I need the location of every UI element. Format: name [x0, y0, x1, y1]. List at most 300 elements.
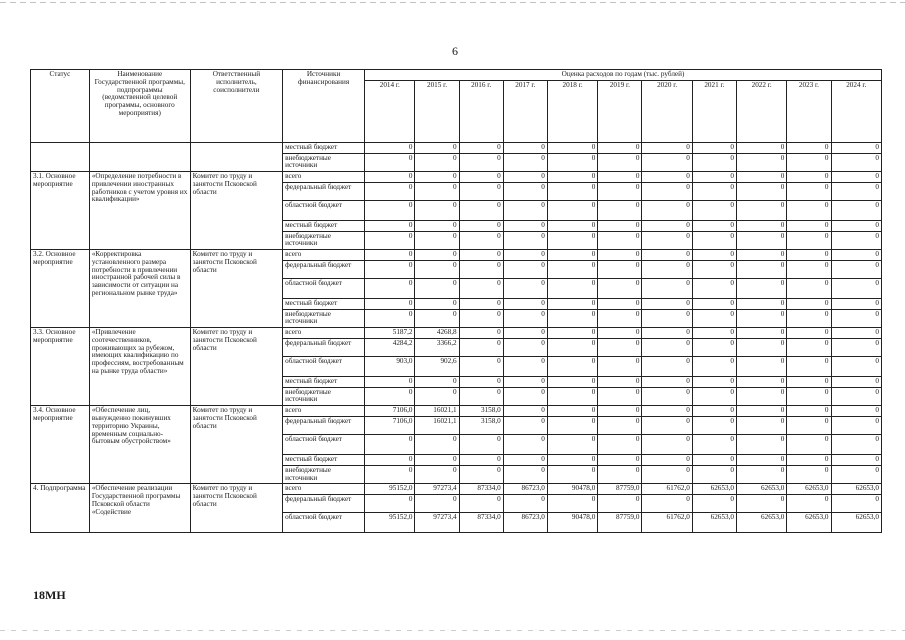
- amount-cell: 0: [831, 260, 882, 278]
- amount-cell: 0: [787, 278, 831, 298]
- amount-cell: 7106,0: [365, 417, 415, 435]
- amount-cell: 0: [459, 328, 503, 339]
- amount-cell: 0: [736, 231, 786, 250]
- amount-cell: 87759,0: [598, 513, 642, 533]
- amount-cell: 0: [736, 278, 786, 298]
- amount-cell: 0: [831, 250, 882, 261]
- amount-cell: 0: [598, 278, 642, 298]
- amount-cell: 0: [365, 495, 415, 513]
- amount-cell: 0: [736, 142, 786, 153]
- amount-cell: 0: [459, 298, 503, 309]
- amount-cell: 87334,0: [459, 513, 503, 533]
- amount-cell: 0: [365, 309, 415, 328]
- amount-cell: 0: [598, 172, 642, 183]
- row-name: «Определение потребности в привлечении иностранных работников с учетом уровня их квалификации»: [89, 172, 190, 250]
- amount-cell: 0: [736, 220, 786, 231]
- amount-cell: 0: [831, 182, 882, 200]
- amount-cell: 0: [459, 182, 503, 200]
- amount-cell: 0: [692, 153, 736, 172]
- amount-cell: 5187,2: [365, 328, 415, 339]
- amount-cell: 0: [831, 465, 882, 484]
- amount-cell: 0: [787, 309, 831, 328]
- amount-cell: 0: [831, 387, 882, 406]
- amount-cell: 0: [503, 298, 547, 309]
- amount-cell: 0: [692, 182, 736, 200]
- amount-cell: 87334,0: [459, 484, 503, 495]
- amount-cell: 0: [459, 465, 503, 484]
- amount-cell: 0: [642, 309, 692, 328]
- amount-cell: 0: [692, 338, 736, 356]
- amount-cell: 0: [547, 417, 597, 435]
- amount-cell: 0: [787, 200, 831, 220]
- row-status: 4. Подпрограмма: [31, 484, 90, 533]
- amount-cell: 0: [415, 435, 459, 455]
- amount-cell: 0: [642, 153, 692, 172]
- amount-cell: 0: [365, 387, 415, 406]
- amount-cell: 0: [831, 142, 882, 153]
- amount-cell: 0: [598, 142, 642, 153]
- amount-cell: 0: [503, 153, 547, 172]
- amount-cell: 62653,0: [736, 513, 786, 533]
- amount-cell: 7106,0: [365, 406, 415, 417]
- amount-cell: 0: [692, 356, 736, 376]
- amount-cell: 0: [598, 406, 642, 417]
- amount-cell: 0: [831, 417, 882, 435]
- amount-cell: 0: [365, 153, 415, 172]
- amount-cell: 0: [547, 309, 597, 328]
- funding-source: местный бюджет: [283, 455, 365, 466]
- amount-cell: 62653,0: [787, 484, 831, 495]
- amount-cell: 0: [642, 250, 692, 261]
- amount-cell: 0: [787, 465, 831, 484]
- header-estimate: Оценка расходов по годам (тыс. рублей): [365, 70, 882, 81]
- page-number: 6: [452, 44, 458, 58]
- amount-cell: 3158,0: [459, 406, 503, 417]
- amount-cell: 0: [642, 172, 692, 183]
- amount-cell: 62653,0: [736, 484, 786, 495]
- amount-cell: 0: [415, 309, 459, 328]
- year-header: 2016 г.: [459, 80, 503, 142]
- amount-cell: 0: [787, 231, 831, 250]
- amount-cell: 0: [736, 338, 786, 356]
- amount-cell: 0: [365, 220, 415, 231]
- amount-cell: 0: [503, 278, 547, 298]
- amount-cell: 0: [459, 278, 503, 298]
- funding-source: всего: [283, 484, 365, 495]
- amount-cell: 0: [503, 250, 547, 261]
- row-responsible: Комитет по труду и занятости Псковской области: [190, 406, 282, 484]
- amount-cell: 0: [787, 250, 831, 261]
- amount-cell: 0: [692, 435, 736, 455]
- amount-cell: 0: [692, 172, 736, 183]
- amount-cell: 0: [547, 200, 597, 220]
- year-header: 2020 г.: [642, 80, 692, 142]
- table-row: [31, 406, 882, 417]
- amount-cell: 0: [503, 220, 547, 231]
- amount-cell: 0: [736, 250, 786, 261]
- amount-cell: 0: [598, 153, 642, 172]
- amount-cell: 0: [415, 172, 459, 183]
- funding-source: областной бюджет: [283, 278, 365, 298]
- amount-cell: 0: [831, 495, 882, 513]
- header-sources: Источники финансирования: [283, 70, 365, 143]
- amount-cell: 0: [736, 200, 786, 220]
- funding-source: внебюджетные источники: [283, 387, 365, 406]
- amount-cell: 0: [547, 231, 597, 250]
- amount-cell: 62653,0: [831, 513, 882, 533]
- row-responsible: Комитет по труду и занятости Псковской области: [190, 172, 282, 250]
- amount-cell: 0: [642, 406, 692, 417]
- amount-cell: 0: [459, 172, 503, 183]
- amount-cell: 0: [598, 231, 642, 250]
- year-header: 2015 г.: [415, 80, 459, 142]
- table-row: [31, 142, 882, 153]
- table-row: [31, 484, 882, 495]
- amount-cell: 0: [642, 231, 692, 250]
- funding-source: всего: [283, 406, 365, 417]
- amount-cell: 902,6: [415, 356, 459, 376]
- amount-cell: 0: [736, 417, 786, 435]
- amount-cell: 0: [547, 406, 597, 417]
- amount-cell: 0: [598, 417, 642, 435]
- amount-cell: 0: [547, 455, 597, 466]
- amount-cell: 0: [787, 417, 831, 435]
- funding-source: внебюджетные источники: [283, 309, 365, 328]
- amount-cell: 0: [415, 260, 459, 278]
- amount-cell: 0: [736, 309, 786, 328]
- amount-cell: 0: [692, 376, 736, 387]
- amount-cell: 0: [415, 250, 459, 261]
- amount-cell: 0: [642, 338, 692, 356]
- amount-cell: 0: [459, 309, 503, 328]
- amount-cell: 0: [787, 260, 831, 278]
- row-status: 3.4. Основное мероприятие: [31, 406, 90, 484]
- amount-cell: 0: [787, 376, 831, 387]
- amount-cell: 0: [459, 260, 503, 278]
- amount-cell: 0: [787, 153, 831, 172]
- year-header: 2018 г.: [547, 80, 597, 142]
- amount-cell: 0: [415, 153, 459, 172]
- amount-cell: 0: [547, 153, 597, 172]
- amount-cell: 90478,0: [547, 513, 597, 533]
- amount-cell: 0: [365, 172, 415, 183]
- year-header: 2014 г.: [365, 80, 415, 142]
- amount-cell: 0: [692, 406, 736, 417]
- funding-source: внебюджетные источники: [283, 153, 365, 172]
- amount-cell: 0: [598, 356, 642, 376]
- year-header: 2021 г.: [692, 80, 736, 142]
- amount-cell: 0: [787, 495, 831, 513]
- amount-cell: 0: [598, 338, 642, 356]
- amount-cell: 0: [598, 309, 642, 328]
- amount-cell: 0: [459, 250, 503, 261]
- amount-cell: 0: [787, 172, 831, 183]
- amount-cell: 0: [503, 172, 547, 183]
- amount-cell: 0: [736, 153, 786, 172]
- amount-cell: 0: [415, 298, 459, 309]
- amount-cell: 0: [736, 182, 786, 200]
- row-name: «Обеспечение лиц, вынужденно покинувших территорию Украины, временным социально-бытовым обустройством»: [89, 406, 190, 484]
- funding-source: федеральный бюджет: [283, 182, 365, 200]
- amount-cell: 0: [547, 250, 597, 261]
- amount-cell: 0: [598, 455, 642, 466]
- amount-cell: 0: [547, 435, 597, 455]
- amount-cell: 62653,0: [692, 513, 736, 533]
- amount-cell: 0: [598, 465, 642, 484]
- amount-cell: 0: [692, 417, 736, 435]
- amount-cell: 16021,1: [415, 417, 459, 435]
- funding-source: федеральный бюджет: [283, 417, 365, 435]
- table-body: [31, 142, 882, 532]
- amount-cell: 3366,2: [415, 338, 459, 356]
- funding-source: местный бюджет: [283, 298, 365, 309]
- year-header: 2017 г.: [503, 80, 547, 142]
- funding-source: федеральный бюджет: [283, 338, 365, 356]
- funding-source: федеральный бюджет: [283, 260, 365, 278]
- row-status: [31, 142, 90, 171]
- amount-cell: 0: [692, 328, 736, 339]
- amount-cell: 0: [692, 455, 736, 466]
- amount-cell: 0: [736, 455, 786, 466]
- funding-source: областной бюджет: [283, 513, 365, 533]
- amount-cell: 0: [692, 278, 736, 298]
- amount-cell: 0: [503, 417, 547, 435]
- amount-cell: 0: [503, 356, 547, 376]
- amount-cell: 0: [415, 182, 459, 200]
- amount-cell: 0: [547, 495, 597, 513]
- amount-cell: 0: [415, 495, 459, 513]
- amount-cell: 0: [415, 465, 459, 484]
- amount-cell: 0: [365, 298, 415, 309]
- amount-cell: 0: [787, 142, 831, 153]
- amount-cell: 0: [365, 435, 415, 455]
- amount-cell: 0: [831, 328, 882, 339]
- amount-cell: 0: [642, 417, 692, 435]
- amount-cell: 61762,0: [642, 484, 692, 495]
- amount-cell: 0: [642, 328, 692, 339]
- amount-cell: 0: [831, 298, 882, 309]
- amount-cell: 0: [503, 260, 547, 278]
- amount-cell: 0: [787, 298, 831, 309]
- amount-cell: 0: [736, 376, 786, 387]
- amount-cell: 0: [642, 142, 692, 153]
- row-responsible: [190, 142, 282, 171]
- amount-cell: 0: [547, 298, 597, 309]
- amount-cell: 0: [459, 153, 503, 172]
- amount-cell: 62653,0: [692, 484, 736, 495]
- amount-cell: 0: [831, 455, 882, 466]
- amount-cell: 0: [787, 220, 831, 231]
- amount-cell: 0: [831, 278, 882, 298]
- amount-cell: 61762,0: [642, 513, 692, 533]
- row-responsible: Комитет по труду и занятости Псковской области: [190, 328, 282, 406]
- amount-cell: 0: [642, 387, 692, 406]
- funding-source: всего: [283, 250, 365, 261]
- amount-cell: 0: [831, 231, 882, 250]
- amount-cell: 903,0: [365, 356, 415, 376]
- amount-cell: 0: [787, 356, 831, 376]
- amount-cell: 0: [831, 309, 882, 328]
- amount-cell: 0: [415, 220, 459, 231]
- amount-cell: 0: [365, 142, 415, 153]
- amount-cell: 97273,4: [415, 484, 459, 495]
- amount-cell: 0: [503, 495, 547, 513]
- amount-cell: 0: [415, 231, 459, 250]
- amount-cell: 0: [503, 182, 547, 200]
- amount-cell: 0: [692, 231, 736, 250]
- amount-cell: 0: [459, 387, 503, 406]
- year-header: 2019 г.: [598, 80, 642, 142]
- amount-cell: 0: [459, 200, 503, 220]
- amount-cell: 0: [831, 172, 882, 183]
- amount-cell: 0: [831, 435, 882, 455]
- amount-cell: 0: [692, 142, 736, 153]
- amount-cell: 0: [692, 309, 736, 328]
- amount-cell: 0: [598, 376, 642, 387]
- amount-cell: 0: [692, 387, 736, 406]
- amount-cell: 0: [503, 328, 547, 339]
- amount-cell: 0: [787, 338, 831, 356]
- amount-cell: 0: [503, 455, 547, 466]
- year-header: 2024 г.: [831, 80, 882, 142]
- amount-cell: 0: [642, 200, 692, 220]
- amount-cell: 0: [787, 406, 831, 417]
- amount-cell: 0: [642, 298, 692, 309]
- amount-cell: 0: [692, 465, 736, 484]
- amount-cell: 0: [547, 356, 597, 376]
- amount-cell: 0: [459, 376, 503, 387]
- amount-cell: 0: [503, 406, 547, 417]
- funding-source: областной бюджет: [283, 200, 365, 220]
- amount-cell: 0: [598, 495, 642, 513]
- amount-cell: 0: [503, 200, 547, 220]
- amount-cell: 0: [736, 298, 786, 309]
- amount-cell: 0: [736, 356, 786, 376]
- amount-cell: 0: [547, 182, 597, 200]
- header-responsible: Ответственный исполнитель, соисполнители: [190, 70, 282, 143]
- amount-cell: 0: [642, 465, 692, 484]
- funding-source: местный бюджет: [283, 376, 365, 387]
- funding-source: областной бюджет: [283, 435, 365, 455]
- amount-cell: 0: [642, 278, 692, 298]
- table-row: [31, 328, 882, 339]
- amount-cell: 97273,4: [415, 513, 459, 533]
- amount-cell: 0: [692, 200, 736, 220]
- amount-cell: 0: [503, 338, 547, 356]
- funding-source: федеральный бюджет: [283, 495, 365, 513]
- budget-table: [30, 69, 882, 533]
- amount-cell: 0: [598, 387, 642, 406]
- amount-cell: 0: [415, 142, 459, 153]
- funding-source: местный бюджет: [283, 220, 365, 231]
- amount-cell: 0: [692, 220, 736, 231]
- amount-cell: 0: [365, 260, 415, 278]
- amount-cell: 0: [831, 376, 882, 387]
- amount-cell: 0: [642, 220, 692, 231]
- year-header: 2022 г.: [736, 80, 786, 142]
- funding-source: всего: [283, 328, 365, 339]
- amount-cell: 0: [642, 455, 692, 466]
- amount-cell: 0: [736, 260, 786, 278]
- amount-cell: 0: [547, 387, 597, 406]
- amount-cell: 0: [365, 278, 415, 298]
- amount-cell: 0: [831, 406, 882, 417]
- amount-cell: 0: [459, 338, 503, 356]
- amount-cell: 0: [365, 250, 415, 261]
- amount-cell: 0: [365, 455, 415, 466]
- table-row: [31, 172, 882, 183]
- row-status: 3.2. Основное мероприятие: [31, 250, 90, 328]
- amount-cell: 0: [415, 455, 459, 466]
- amount-cell: 0: [831, 338, 882, 356]
- amount-cell: 4268,8: [415, 328, 459, 339]
- scan-edge-bottom: [0, 630, 905, 631]
- amount-cell: 87759,0: [598, 484, 642, 495]
- amount-cell: 86723,0: [503, 484, 547, 495]
- amount-cell: 0: [459, 231, 503, 250]
- amount-cell: 0: [642, 495, 692, 513]
- amount-cell: 4284,2: [365, 338, 415, 356]
- amount-cell: 3158,0: [459, 417, 503, 435]
- row-responsible: Комитет по труду и занятости Псковской области: [190, 250, 282, 328]
- amount-cell: 0: [598, 298, 642, 309]
- amount-cell: 0: [692, 298, 736, 309]
- amount-cell: 0: [598, 182, 642, 200]
- amount-cell: 0: [598, 250, 642, 261]
- amount-cell: 0: [459, 435, 503, 455]
- amount-cell: 0: [787, 455, 831, 466]
- row-status: 3.1. Основное мероприятие: [31, 172, 90, 250]
- amount-cell: 0: [459, 142, 503, 153]
- amount-cell: 0: [365, 200, 415, 220]
- amount-cell: 0: [503, 231, 547, 250]
- amount-cell: 0: [642, 376, 692, 387]
- amount-cell: 0: [642, 182, 692, 200]
- amount-cell: 0: [459, 495, 503, 513]
- amount-cell: 0: [787, 328, 831, 339]
- amount-cell: 0: [831, 200, 882, 220]
- row-name: «Корректировка установленного размера потребности в привлечении иностранной рабочей силы в зависимости от ситуации на региональном рынке труда»: [89, 250, 190, 328]
- amount-cell: 62653,0: [831, 484, 882, 495]
- footer-code: 18МН: [33, 588, 66, 602]
- amount-cell: 95152,0: [365, 513, 415, 533]
- amount-cell: 86723,0: [503, 513, 547, 533]
- amount-cell: 0: [736, 328, 786, 339]
- amount-cell: 0: [598, 435, 642, 455]
- amount-cell: 0: [831, 153, 882, 172]
- amount-cell: 62653,0: [787, 513, 831, 533]
- amount-cell: 0: [736, 435, 786, 455]
- amount-cell: 0: [736, 465, 786, 484]
- amount-cell: 0: [415, 278, 459, 298]
- amount-cell: 0: [736, 172, 786, 183]
- amount-cell: 0: [365, 376, 415, 387]
- amount-cell: 0: [831, 356, 882, 376]
- amount-cell: 0: [736, 387, 786, 406]
- amount-cell: 0: [503, 387, 547, 406]
- amount-cell: 95152,0: [365, 484, 415, 495]
- header-status: Статус: [31, 70, 90, 143]
- amount-cell: 0: [547, 142, 597, 153]
- amount-cell: 0: [415, 376, 459, 387]
- amount-cell: 0: [692, 250, 736, 261]
- amount-cell: 0: [692, 260, 736, 278]
- funding-source: местный бюджет: [283, 142, 365, 153]
- amount-cell: 0: [415, 387, 459, 406]
- amount-cell: 0: [547, 260, 597, 278]
- amount-cell: 0: [503, 376, 547, 387]
- row-status: 3.3. Основное мероприятие: [31, 328, 90, 406]
